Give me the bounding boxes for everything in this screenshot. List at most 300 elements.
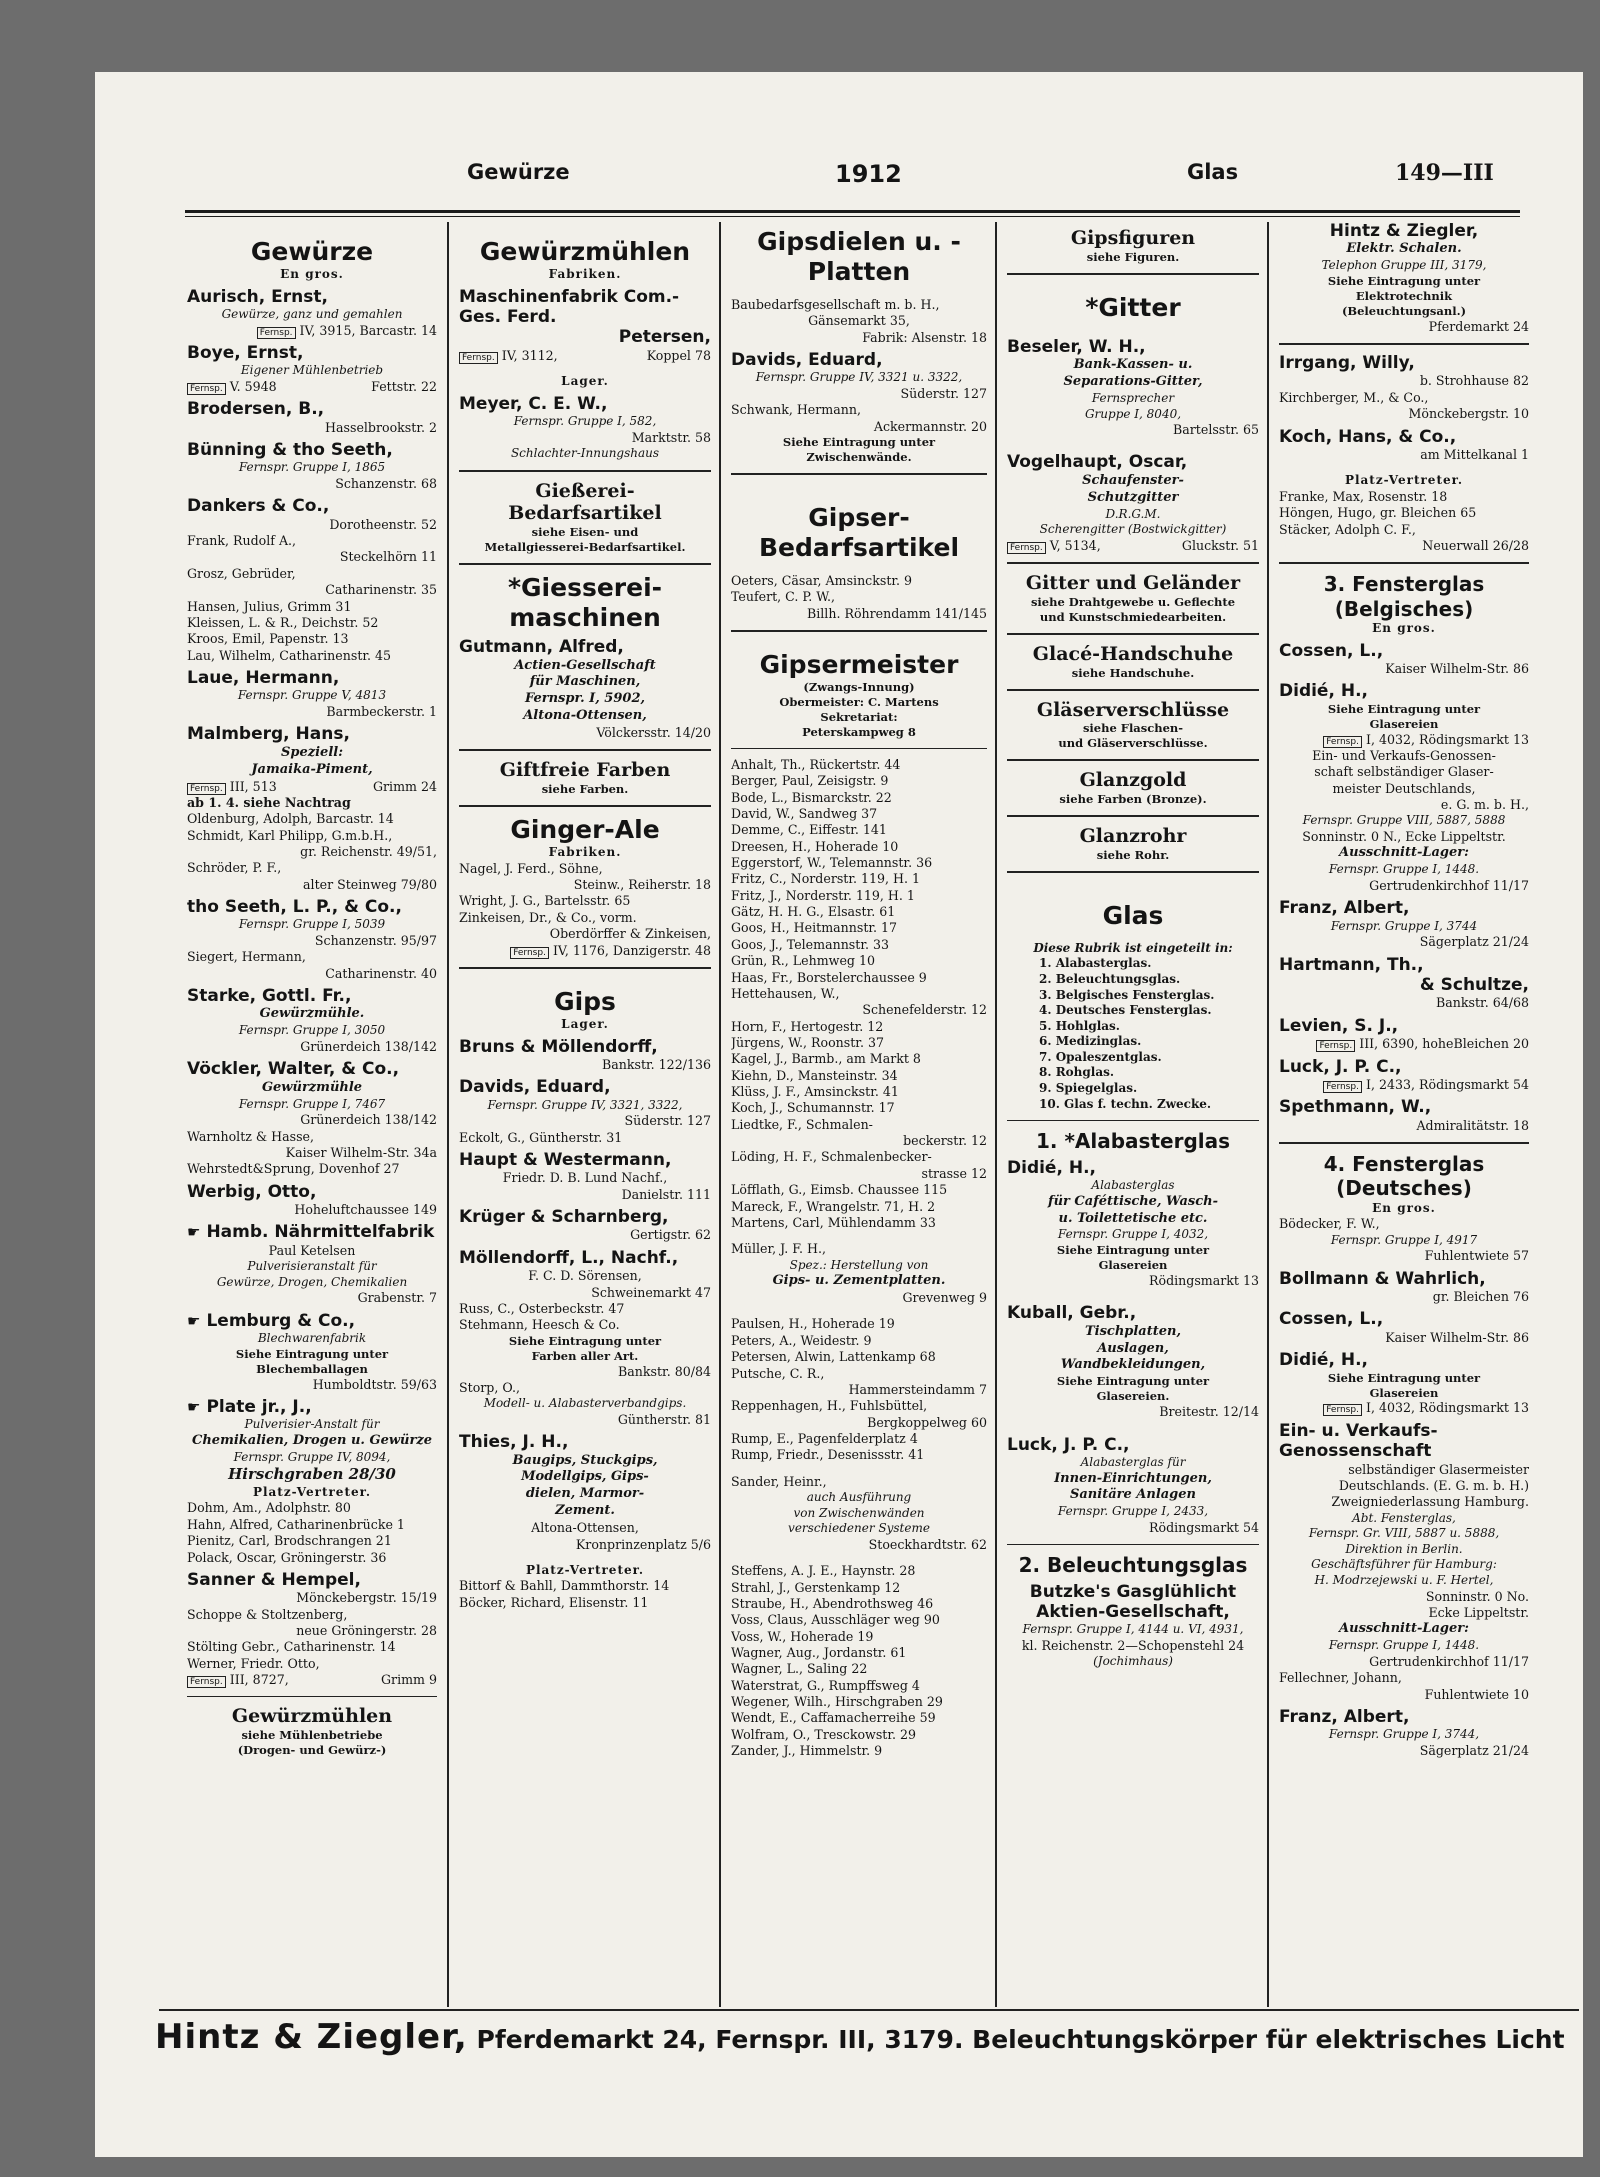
phone-icon: Fernsp.: [187, 383, 226, 395]
entry-name: Dankers & Co.,: [187, 496, 330, 517]
listing-line: Schmidt, Karl Philipp, G.m.b.H.,: [187, 827, 393, 843]
listing-line: Nagel, J. Ferd., Söhne,: [459, 860, 603, 876]
header-left-keyword: Gewürze: [467, 160, 570, 184]
entry-phone: Fernspr. Gr. VIII, 5887 u. 5888,: [1308, 1526, 1500, 1541]
section-rule: [1279, 562, 1529, 564]
section-rule: [459, 470, 711, 472]
section-see: siehe Farben.: [541, 782, 629, 797]
entry-line: D.R.G.M.: [1105, 506, 1161, 521]
entry-address: Sonninstr. 0 No.: [1425, 1588, 1529, 1604]
entry-address: Altona-Ottensen,: [531, 1520, 639, 1536]
entry-address: Rödingsmarkt 13: [1149, 1272, 1259, 1288]
entry-address: Bankstr. 64/68: [1436, 995, 1529, 1011]
listing-line: Wagner, L., Saling 22: [731, 1661, 868, 1677]
entry-line: F. C. D. Sörensen,: [528, 1268, 642, 1284]
entry-specialty: Elektr. Schalen.: [1346, 241, 1462, 257]
listing-line: Löfflath, G., Eimsb. Chaussee 115: [731, 1182, 948, 1198]
listing-line: Oeters, Cäsar, Amsinckstr. 9: [731, 573, 913, 589]
entry-specialty: Blechwarenfabrik: [257, 1331, 367, 1346]
listing-line: Kiehn, D., Mansteinstr. 34: [731, 1067, 898, 1083]
entry-phone: Fernspr. Gruppe IV, 3321, 3322,: [487, 1097, 683, 1112]
listing-line: Jürgens, W., Roonstr. 37: [731, 1034, 884, 1050]
column-4: [1007, 217, 1259, 2017]
entry-name: Aurisch, Ernst,: [187, 286, 328, 307]
entry-name: Bruns & Möllendorff,: [459, 1036, 658, 1057]
listing-line: Voss, W., Hoherade 19: [731, 1628, 874, 1644]
category-list-item: 8. Rohglas.: [1039, 1065, 1115, 1080]
listing-line: Steinw., Reiherstr. 18: [573, 877, 711, 893]
entry-name: Didié, H.,: [1279, 681, 1368, 702]
section-see: und Kunstschmiedearbeiten.: [1039, 609, 1227, 624]
listing-line: Ackermannstr. 20: [873, 418, 987, 434]
entry-phone: Fernspr. Gruppe I, 1865: [238, 460, 386, 475]
phone-icon: Fernsp.: [187, 783, 226, 795]
entry-address: Schanzenstr. 68: [335, 476, 437, 492]
entry-specialty: Scherengitter (Bostwickgitter): [1039, 522, 1227, 537]
listing-line: Fuhlentwiete 10: [1424, 1686, 1529, 1702]
section-title: Gipsdielen u. -Platten: [757, 227, 961, 286]
entry-note: Schlachter-Innungshaus: [510, 446, 660, 461]
entry-specialty: für Maschinen,: [529, 674, 641, 690]
entry-line: e. G. m. b. H.,: [1440, 797, 1529, 813]
listing-line: Putsche, C. R.,: [731, 1365, 825, 1381]
entry-specialty: Actien-Gesellschaft: [514, 657, 656, 673]
column-divider: [1267, 222, 1269, 2007]
listing-line: Bergkoppelweg 60: [867, 1414, 987, 1430]
entry-address: Ecke Lippeltstr.: [1428, 1605, 1529, 1621]
entry-address: Bankstr. 80/84: [618, 1363, 711, 1379]
listing-line: Peters, A., Weidestr. 9: [731, 1332, 872, 1348]
listing-line: Mönckebergstr. 10: [1408, 406, 1529, 422]
entry-line: Zweigniederlassung Hamburg.: [1331, 1494, 1529, 1510]
entry-address: Barmbeckerstr. 1: [326, 703, 437, 719]
entry-phone: III, 8727,: [229, 1672, 289, 1688]
phone-icon: Fernsp.: [1323, 1081, 1362, 1093]
entry-phone: Gruppe I, 8040,: [1084, 406, 1182, 421]
entry-specialty: Gewürze, Drogen, Chemikalien: [216, 1274, 408, 1289]
entry-see: Glasereien: [1369, 1385, 1439, 1400]
listing-line: Löding, H. F., Schmalenbecker-: [731, 1149, 932, 1165]
listing-line: Catharinenstr. 40: [325, 965, 437, 981]
listing-line: Paulsen, H., Hoherade 19: [731, 1316, 895, 1332]
entry-specialty: Pulverisieranstalt für: [247, 1259, 377, 1274]
entry-name: Vogelhaupt, Oscar,: [1007, 452, 1188, 473]
entry-address: Güntherstr. 81: [617, 1411, 711, 1427]
column-5: [1279, 217, 1529, 2017]
subsection-label: Lager.: [561, 374, 609, 389]
column-divider: [719, 222, 721, 2007]
entry-specialty: Alabasterglas: [1091, 1178, 1175, 1193]
listing-line: Berger, Paul, Zeisigstr. 9: [731, 773, 889, 789]
entry-specialty: Innen-Einrichtungen,: [1054, 1470, 1212, 1486]
entry-address: Grabenstr. 7: [357, 1290, 437, 1306]
entry-phone: Fernspr. Gruppe I, 3050: [238, 1023, 386, 1038]
section-rule: [731, 473, 987, 475]
footer-ad-text: Beleuchtungskörper für elektrisches Licht: [972, 2025, 1565, 2054]
entry-specialty: Gewürzmühle.: [259, 1006, 365, 1022]
phone-icon: Fernsp.: [257, 327, 296, 339]
entry-specialty: Ausschnitt-Lager:: [1339, 1621, 1469, 1637]
column-3: [731, 217, 987, 2017]
section-rule: [1007, 689, 1259, 691]
phone-icon: Fernsp.: [1323, 1404, 1362, 1416]
entry-name: Butzke's Gasglühlicht Aktien-Gesellschaft,: [1029, 1581, 1237, 1623]
section-title: Gewürzmühlen: [231, 1705, 393, 1728]
entry-specialty: Alabasterglas für: [1080, 1454, 1186, 1469]
entry-see: Siehe Eintragung unter: [1327, 1370, 1481, 1385]
entry-name: Bünning & tho Seeth,: [187, 440, 393, 461]
listing-line: Kleissen, L. & R., Deichstr. 52: [187, 614, 379, 630]
entry-phone: Fernspr. Gruppe V, 4813: [237, 688, 387, 703]
entry-address: Hoheluftchaussee 149: [294, 1202, 437, 1218]
entry-name: Boye, Ernst,: [187, 342, 304, 363]
category-list-item: 4. Deutsches Fensterglas.: [1039, 1003, 1212, 1018]
category-list-item: 2. Beleuchtungsglas.: [1039, 971, 1181, 986]
entry-address: Grimm 9: [380, 1672, 437, 1688]
entry-see: Siehe Eintragung unter: [1056, 1374, 1210, 1389]
listing-line: Zinkeisen, Dr., & Co., vorm.: [459, 909, 637, 925]
column-divider: [447, 222, 449, 2007]
listing-line: Oldenburg, Adolph, Barcastr. 14: [187, 811, 394, 827]
pointing-hand-icon: ☛: [187, 1397, 201, 1416]
entry-name: Davids, Eduard,: [459, 1077, 611, 1098]
listing-line: Sander, Heinr.,: [731, 1473, 827, 1489]
subsection-label: Platz-Vertreter.: [525, 1562, 645, 1577]
phone-icon: Fernsp.: [1323, 736, 1362, 748]
section-rule: [1007, 633, 1259, 635]
entry-line: Geschäftsführer für Hamburg:: [1311, 1557, 1497, 1572]
entry-line: Deutschlands. (E. G. m. b. H.): [1338, 1477, 1529, 1493]
section-rule: [1007, 759, 1259, 761]
section-title: Gipsermeister: [759, 650, 959, 680]
listing-line: Steckelhörn 11: [339, 549, 437, 565]
entry-address: Schanzenstr. 95/97: [314, 933, 437, 949]
listing-line: Eckolt, G., Güntherstr. 31: [459, 1129, 623, 1145]
listing-line: Neuerwall 26/28: [1422, 537, 1529, 553]
entry-phone: V, 5134,: [1049, 537, 1101, 553]
entry-phone: Fernspr. Gruppe I, 1448.: [1328, 862, 1480, 877]
entry-phone: IV, 3112,: [501, 347, 558, 363]
listing-line: Grosz, Gebrüder,: [187, 565, 296, 581]
listing-line: Kroos, Emil, Papenstr. 13: [187, 631, 349, 647]
entry-see: Siehe Eintragung unter: [508, 1333, 662, 1348]
listing-line: Polack, Oscar, Gröningerstr. 36: [187, 1549, 387, 1565]
entry-specialty: Pulverisier-Anstalt für: [244, 1417, 380, 1432]
listing-line: Waterstrat, G., Rumpffsweg 4: [731, 1677, 920, 1693]
entry-address: Bankstr. 122/136: [602, 1056, 711, 1072]
entry-name: Luck, J. P. C.,: [1279, 1056, 1402, 1077]
listing-line: Wagner, Aug., Jordanstr. 61: [731, 1645, 907, 1660]
entry-line: H. Modrzejewski u. F. Hertel,: [1314, 1573, 1494, 1588]
section-note: Sekretariat:: [820, 709, 898, 724]
entry-name: Davids, Eduard,: [731, 350, 883, 371]
section-title: Giftfreie Farben: [499, 759, 671, 782]
listing-line: Stäcker, Adolph C. F.,: [1279, 521, 1416, 537]
listing-line: Werner, Friedr. Otto,: [187, 1655, 320, 1671]
entry-name: Hamb. Nährmittelfabrik: [206, 1222, 435, 1243]
listing-line: Stehmann, Heesch & Co.: [459, 1317, 620, 1333]
entry-phone: Fernspr. I, 5902,: [524, 691, 646, 707]
entry-specialty: auch Ausführung: [806, 1490, 912, 1505]
section-title: *Gitter: [1085, 292, 1181, 322]
listing-line: Hammersteindamm 7: [848, 1381, 987, 1397]
entry-phone: Fernspr. Gruppe I, 5039: [238, 917, 386, 932]
entry-line: Fernsprecher: [1091, 390, 1175, 405]
entry-see: Farben aller Art.: [531, 1348, 639, 1363]
entry-specialty: Separations-Gitter,: [1063, 374, 1203, 390]
section-note: Obermeister: C. Martens: [779, 695, 939, 710]
entry-see: Glasereien: [1098, 1257, 1168, 1272]
entry-name: Möllendorff, L., Nachf.,: [459, 1247, 679, 1268]
entry-name: Cossen, L.,: [1279, 1309, 1384, 1330]
listing-line: Rump, Friedr., Desenissstr. 41: [731, 1447, 925, 1463]
category-list-item: 9. Spiegelglas.: [1039, 1081, 1138, 1096]
entry-specialty: verschiedener Systeme: [788, 1521, 930, 1536]
entry-name: Didié, H.,: [1007, 1157, 1096, 1178]
listing-line: Haas, Fr., Borstelerchaussee 9: [731, 969, 927, 985]
subsection-label: Platz-Vertreter.: [252, 1484, 372, 1499]
section-rule: [459, 805, 711, 807]
listing-line: Strahl, J., Gerstenkamp 12: [731, 1579, 901, 1595]
section-intro: Diese Rubrik ist eingeteilt in:: [1033, 940, 1233, 955]
listing-line: Petersen, Alwin, Lattenkamp 68: [731, 1349, 936, 1365]
listing-line: Goos, H., Heitmannstr. 17: [731, 920, 898, 936]
listing-line: Catharinenstr. 35: [325, 582, 437, 598]
entry-phone: Fernspr. Gruppe I, 4917: [1330, 1232, 1478, 1247]
entry-address: Schweinemarkt 47: [591, 1284, 711, 1300]
section-title: 3. Fensterglas (Belgisches): [1323, 572, 1485, 621]
entry-see: Zwischenwände.: [806, 450, 912, 465]
column-2: [459, 217, 711, 2017]
entry-see: Siehe Eintragung unter: [1056, 1243, 1210, 1257]
section-rule: [1007, 1544, 1259, 1545]
listing-line: Hansen, Julius, Grimm 31: [187, 598, 352, 614]
listing-line: Schenefelderstr. 12: [862, 1002, 987, 1018]
listing-line: Baubedarfsgesellschaft m. b. H.,: [731, 297, 940, 312]
section-rule: [731, 630, 987, 632]
listing-line: Martens, Carl, Mühlendamm 33: [731, 1214, 936, 1230]
footer-firm-name: Hintz & Ziegler,: [155, 2017, 468, 2057]
section-title: 2. Beleuchtungsglas: [1018, 1553, 1248, 1578]
section-rule: [1007, 871, 1259, 873]
entry-address: Bartelsstr. 65: [1173, 422, 1259, 438]
listing-line: Wehrstedt&Sprung, Dovenhof 27: [187, 1161, 400, 1177]
entry-address: I, 4032, Rödingsmarkt 13: [1365, 1400, 1529, 1416]
section-rule: [1279, 343, 1529, 345]
listing-line: David, W., Sandweg 37: [731, 805, 878, 821]
listing-line: Storp, O.,: [459, 1379, 520, 1395]
entry-phone: V. 5948: [229, 378, 277, 394]
listing-line: Billh. Röhrendamm 141/145: [807, 605, 987, 621]
section-title: Ginger-Ale: [510, 815, 660, 845]
entry-specialty: Altona-Ottensen,: [523, 708, 647, 724]
category-list-item: 7. Opaleszentglas.: [1039, 1049, 1162, 1064]
listing-line: Kagel, J., Barmb., am Markt 8: [731, 1051, 921, 1067]
entry-see: (Beleuchtungsanl.): [1341, 303, 1467, 318]
section-title: Gläserverschlüsse: [1036, 698, 1230, 721]
section-title: Gips: [554, 986, 616, 1016]
pointing-hand-icon: ☛: [187, 1223, 201, 1242]
listing-line: Kaiser Wilhelm-Str. 34a: [285, 1144, 437, 1160]
section-see: und Gläserverschlüsse.: [1058, 736, 1208, 751]
entry-name: Levien, S. J.,: [1279, 1015, 1399, 1036]
entry-line: selbständiger Glasermeister: [1348, 1461, 1529, 1477]
section-see: siehe Farben (Bronze).: [1059, 792, 1207, 807]
entry-name: Koch, Hans, & Co.,: [1279, 426, 1457, 447]
entry-address: Gluckstr. 51: [1181, 537, 1259, 553]
listing-line: Reppenhagen, H., Fuhlsbüttel,: [731, 1398, 928, 1414]
entry-specialty: dielen, Marmor-: [525, 1486, 645, 1502]
listing-line: Müller, J. F. H.,: [731, 1241, 827, 1257]
listing-line: Voss, Claus, Ausschläger weg 90: [731, 1612, 940, 1628]
footer-address: Pferdemarkt 24, Fernspr. III, 3179.: [476, 2025, 964, 2054]
section-rule: [187, 1696, 437, 1697]
entry-address: b. Strohhause 82: [1419, 373, 1529, 389]
entry-see: Siehe Eintragung unter: [1327, 701, 1481, 716]
listing-line: Fellechner, Johann,: [1279, 1670, 1402, 1686]
listing-line: Siegert, Hermann,: [187, 949, 306, 965]
entry-name: tho Seeth, L. P., & Co.,: [187, 897, 402, 918]
listing-line: Frank, Rudolf A.,: [187, 533, 297, 549]
listing-line: Fritz, C., Norderstr. 119, H. 1: [731, 871, 921, 887]
section-rule: [1007, 1120, 1259, 1121]
entry-name: Sanner & Hempel,: [187, 1569, 361, 1590]
entry-phone: Fernspr. Gruppe I, 7467: [238, 1096, 386, 1111]
entry-phone: Fernspr. Gruppe I, 4144 u. VI, 4931,: [1022, 1622, 1244, 1637]
entry-address: Grünerdeich 138/142: [300, 1038, 437, 1054]
category-list-item: 1. Alabasterglas.: [1039, 956, 1152, 971]
listing-line: Warnholtz & Hasse,: [187, 1128, 314, 1144]
entry-see: Blechemballagen: [256, 1361, 368, 1376]
listing-line: IV, 1176, Danzigerstr. 48: [552, 942, 711, 958]
entry-note: ab 1. 4. siehe Nachtrag: [187, 794, 351, 810]
entry-specialty: Abt. Fensterglas,: [1352, 1510, 1456, 1525]
section-see: siehe Mühlenbetriebe: [241, 1728, 383, 1743]
entry-specialty: u. Toilettetische etc.: [1058, 1210, 1208, 1226]
entry-specialty: Tischplatten,: [1084, 1323, 1181, 1339]
section-rule: [1007, 562, 1259, 564]
listing-line: Höngen, Hugo, gr. Bleichen 65: [1279, 505, 1477, 521]
entry-specialty: Schutzgitter: [1087, 489, 1179, 505]
entry-name: Franz, Albert,: [1279, 898, 1410, 919]
listing-line: Gänsemarkt 35,: [808, 313, 910, 329]
entry-specialty: Baugips, Stuckgips,: [512, 1452, 658, 1468]
category-list: [1007, 956, 1259, 1112]
entry-address: Kaiser Wilhelm-Str. 86: [1385, 1329, 1529, 1345]
entry-name: Krüger & Scharnberg,: [459, 1207, 669, 1228]
entry-specialty: Jamaika-Piment,: [251, 761, 373, 777]
phone-icon: Fernsp.: [1007, 542, 1046, 554]
entry-phone: Fernspr. Gruppe I, 4032,: [1057, 1227, 1209, 1242]
listing-line: Horn, F., Hertogestr. 12: [731, 1018, 884, 1034]
entry-address: Süderstr. 127: [624, 1113, 711, 1129]
subsection-label: Lager.: [561, 1016, 609, 1031]
entry-address: Gertrudenkirchhof 11/17: [1369, 1653, 1529, 1669]
section-title: 1. *Alabasterglas: [1035, 1129, 1231, 1154]
entry-phone: Fernspr. Gruppe I, 2433,: [1057, 1504, 1209, 1519]
entry-address: Fettstr. 22: [371, 378, 437, 394]
phone-icon: Fernsp.: [459, 352, 498, 364]
entry-address: Hirschgraben 28/30: [228, 1465, 396, 1484]
entry-address: Fuhlentwiete 57: [1424, 1248, 1529, 1264]
section-title: Gitter und Geländer: [1025, 572, 1241, 595]
entry-specialty: für Caféttische, Wasch-: [1048, 1193, 1218, 1209]
entry-specialty: Sanitäre Anlagen: [1070, 1487, 1196, 1503]
entry-phone: Fernspr. Gruppe VIII, 5887, 5888: [1302, 813, 1506, 828]
entry-specialty: Speziell:: [280, 744, 344, 760]
listing-line: Anhalt, Th., Rückertstr. 44: [731, 756, 901, 772]
entry-name: Meyer, C. E. W.,: [459, 393, 608, 414]
listing-line: Zander, J., Himmelstr. 9: [731, 1743, 883, 1759]
phone-icon: Fernsp.: [1316, 1040, 1355, 1052]
listing-line: Russ, C., Osterbeckstr. 47: [459, 1300, 625, 1316]
header-rule: [185, 210, 1520, 213]
entry-address: (Jochimhaus): [1093, 1654, 1173, 1669]
entry-specialty: Modellgips, Gips-: [521, 1469, 649, 1485]
entry-line: meister Deutschlands,: [1332, 780, 1476, 796]
entry-address: Sonninstr. 0 N., Ecke Lippeltstr.: [1302, 829, 1506, 845]
entry-name: Irrgang, Willy,: [1279, 353, 1415, 374]
listing-line: neue Gröningerstr. 28: [296, 1623, 437, 1639]
running-header: [95, 160, 1583, 190]
entry-address: IV, 3915, Barcastr. 14: [299, 322, 437, 338]
listing-line: Oberdörffer & Zinkeisen,: [549, 926, 711, 942]
listing-line: Eggerstorf, W., Telemannstr. 36: [731, 855, 933, 870]
entry-name: Thies, J. H.,: [459, 1432, 569, 1453]
section-rule: [459, 749, 711, 751]
section-see: siehe Eisen- und: [531, 525, 639, 540]
section-see: siehe Drahtgewebe u. Geflechte: [1030, 594, 1236, 609]
section-see: siehe Flaschen-: [1082, 721, 1184, 736]
entry-see: Siehe Eintragung unter: [782, 435, 936, 450]
entry-address: Admiralitätstr. 18: [1416, 1117, 1529, 1133]
entry-address: Sägerplatz 21/24: [1419, 1742, 1529, 1758]
section-title: Gipsfiguren: [1070, 227, 1196, 249]
entry-name: Lemburg & Co.,: [206, 1310, 356, 1331]
section-rule: [459, 563, 711, 565]
listing-line: Grevenweg 9: [902, 1290, 987, 1306]
entry-address: Grimm 24: [372, 778, 437, 794]
entry-specialty: Gewürzmühle: [261, 1079, 363, 1095]
subsection-label: En gros.: [280, 267, 344, 281]
entry-phone: Fernspr. Gruppe IV, 8094,: [233, 1449, 391, 1464]
entry-address: Marktstr. 58: [631, 429, 711, 445]
subsection-label: Fabriken.: [548, 845, 622, 860]
entry-name: & Schultze,: [1419, 975, 1529, 996]
section-rule: [731, 748, 987, 749]
listing-line: alter Steinweg 79/80: [303, 876, 437, 892]
entry-address: Hasselbrookstr. 2: [325, 419, 437, 435]
entry-address: Humboldtstr. 59/63: [312, 1376, 437, 1392]
entry-phone: Fernspr. Gruppe I, 582,: [513, 414, 657, 429]
listing-line: Hettehausen, W.,: [731, 985, 840, 1001]
listing-line: Goos, J., Telemannstr. 33: [731, 936, 889, 952]
entry-phone: Fernspr. Gruppe I, 1448.: [1328, 1638, 1480, 1653]
section-title: Gießerei-Bedarfsartikel: [508, 479, 662, 525]
listing-line: Dohm, Am., Adolphstr. 80: [187, 1500, 351, 1516]
entry-name: Spethmann, W.,: [1279, 1097, 1432, 1118]
entry-name: Malmberg, Hans,: [187, 724, 350, 745]
entry-name: Hartmann, Th.,: [1279, 954, 1424, 975]
column-divider: [995, 222, 997, 2007]
entry-specialty: Gewürze, ganz und gemahlen: [221, 306, 403, 321]
entry-address: Breitestr. 12/14: [1159, 1404, 1259, 1420]
entry-address: Kronprinzenplatz 5/6: [575, 1536, 711, 1552]
entry-name: Gutmann, Alfred,: [459, 637, 624, 658]
page-number: 149—III: [1395, 160, 1494, 186]
section-title: *Giesserei-maschinen: [507, 573, 663, 633]
listing-line: Straube, H., Abendrothsweg 46: [731, 1595, 934, 1611]
